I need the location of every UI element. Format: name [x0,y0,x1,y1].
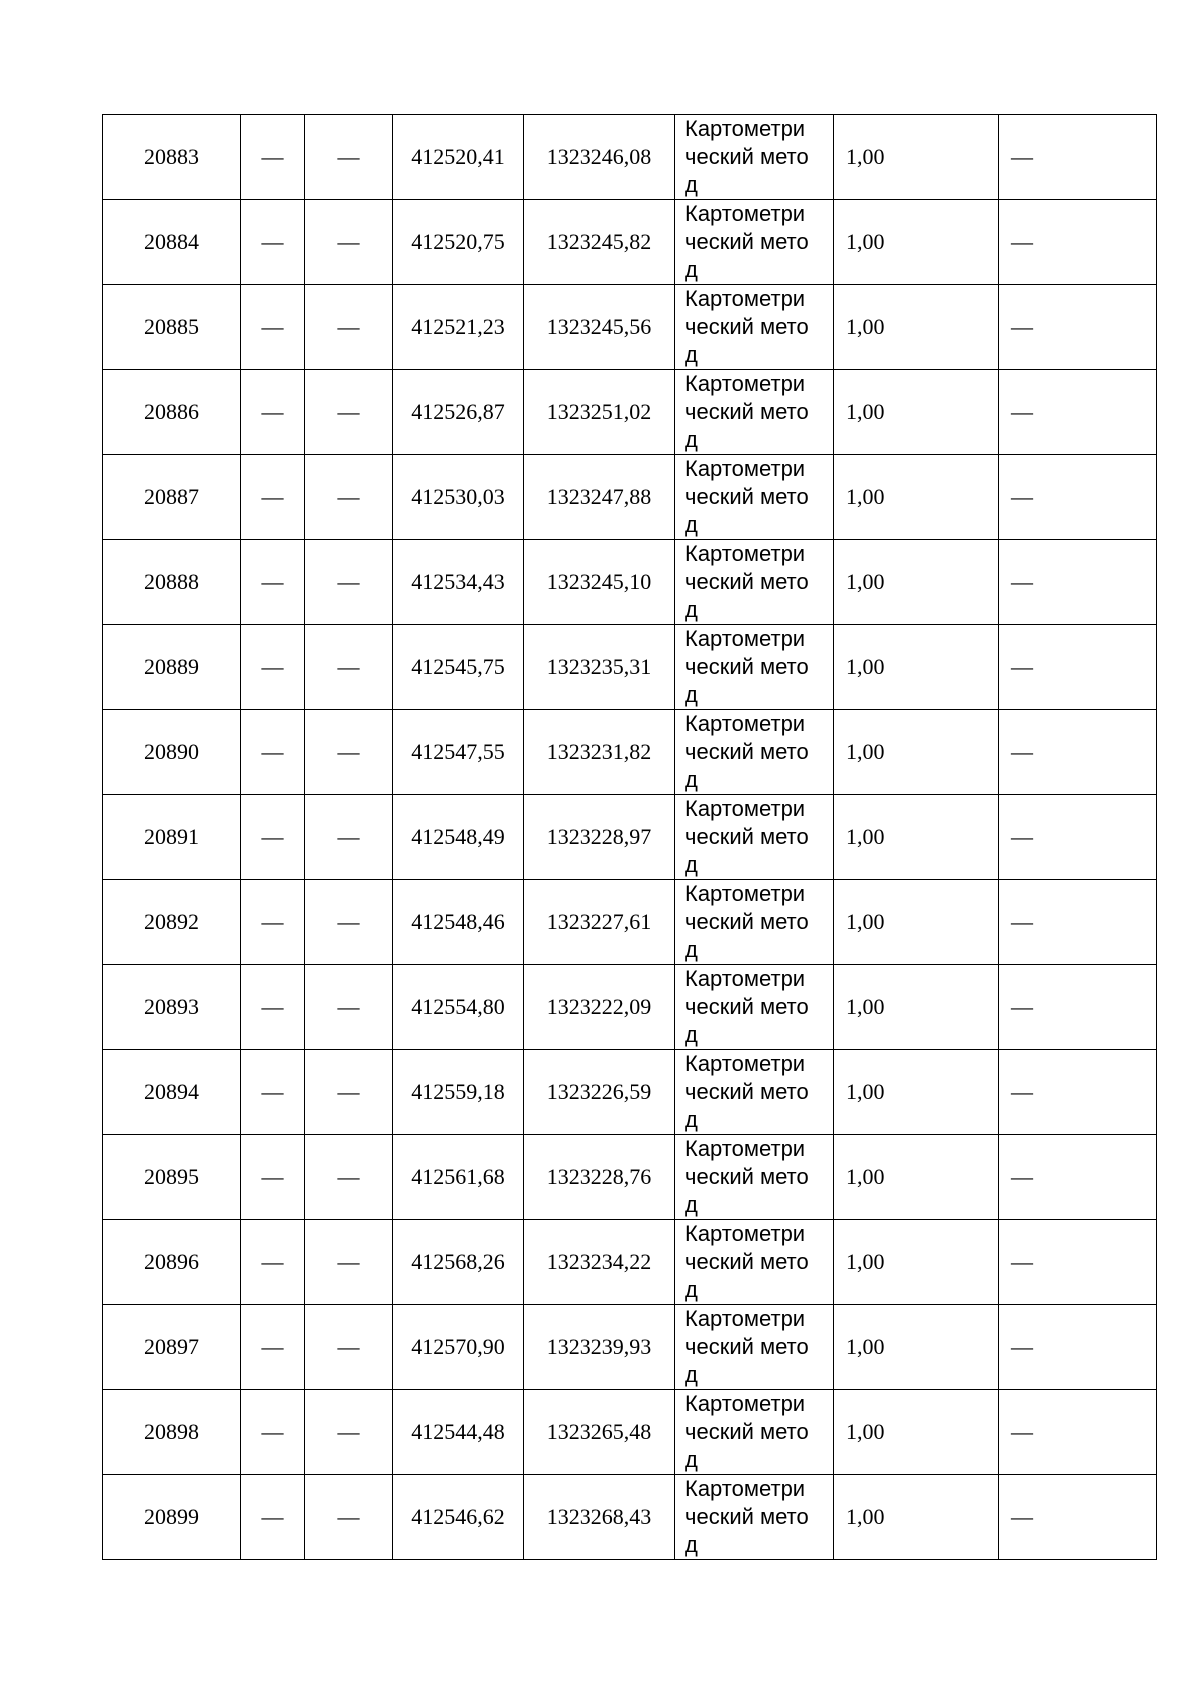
method-text: Картометрический метод [685,1391,809,1472]
point-number-cell: 20892 [103,880,241,965]
empty-dash-cell: — [241,880,305,965]
method-text: Картометрический метод [685,286,809,367]
x-coordinate-cell: 412545,75 [393,625,524,710]
x-coordinate-cell: 412546,62 [393,1475,524,1560]
method-text: Картометрический метод [685,201,809,282]
method-text: Картометрический метод [685,116,809,197]
x-coordinate-cell: 412554,80 [393,965,524,1050]
x-coordinate-cell: 412520,41 [393,115,524,200]
method-cell [675,1220,834,1305]
method-cell [675,285,834,370]
empty-dash-cell: — [999,710,1157,795]
empty-dash-cell: — [241,115,305,200]
empty-dash-cell: — [305,1390,393,1475]
empty-dash-cell: — [241,1135,305,1220]
method-cell [675,455,834,540]
point-number-cell: 20888 [103,540,241,625]
point-number-cell: 20890 [103,710,241,795]
accuracy-cell: 1,00 [834,1475,999,1560]
x-coordinate-cell: 412526,87 [393,370,524,455]
y-coordinate-cell: 1323245,10 [524,540,675,625]
coordinates-table [102,114,1157,1560]
empty-dash-cell: — [241,285,305,370]
empty-dash-cell: — [241,710,305,795]
method-text: Картометрический метод [685,1051,809,1132]
table-body [103,115,1157,1560]
x-coordinate-cell: 412544,48 [393,1390,524,1475]
table-row [103,795,1157,880]
empty-dash-cell: — [241,200,305,285]
empty-dash-cell: — [999,880,1157,965]
empty-dash-cell: — [241,1390,305,1475]
empty-dash-cell: — [999,1220,1157,1305]
y-coordinate-cell: 1323245,82 [524,200,675,285]
empty-dash-cell: — [999,1135,1157,1220]
table-row [103,455,1157,540]
point-number-cell: 20897 [103,1305,241,1390]
x-coordinate-cell: 412534,43 [393,540,524,625]
x-coordinate-cell: 412559,18 [393,1050,524,1135]
table-row [103,115,1157,200]
empty-dash-cell: — [305,1135,393,1220]
empty-dash-cell: — [999,540,1157,625]
method-text: Картометрический метод [685,881,809,962]
empty-dash-cell: — [999,625,1157,710]
method-text: Картометрический метод [685,711,809,792]
method-text: Картометрический метод [685,1476,809,1557]
empty-dash-cell: — [305,370,393,455]
method-cell [675,370,834,455]
x-coordinate-cell: 412530,03 [393,455,524,540]
accuracy-cell: 1,00 [834,1390,999,1475]
y-coordinate-cell: 1323226,59 [524,1050,675,1135]
empty-dash-cell: — [305,200,393,285]
empty-dash-cell: — [305,455,393,540]
accuracy-cell: 1,00 [834,285,999,370]
method-cell [675,1475,834,1560]
point-number-cell: 20887 [103,455,241,540]
accuracy-cell: 1,00 [834,710,999,795]
point-number-cell: 20893 [103,965,241,1050]
empty-dash-cell: — [999,285,1157,370]
y-coordinate-cell: 1323251,02 [524,370,675,455]
point-number-cell: 20891 [103,795,241,880]
accuracy-cell: 1,00 [834,200,999,285]
table-row [103,370,1157,455]
method-text: Картометрический метод [685,1306,809,1387]
accuracy-cell: 1,00 [834,1135,999,1220]
y-coordinate-cell: 1323235,31 [524,625,675,710]
empty-dash-cell: — [305,115,393,200]
point-number-cell: 20885 [103,285,241,370]
method-text: Картометрический метод [685,966,809,1047]
table-row [103,540,1157,625]
empty-dash-cell: — [305,1050,393,1135]
table-row [103,880,1157,965]
point-number-cell: 20884 [103,200,241,285]
empty-dash-cell: — [305,710,393,795]
method-cell [675,1390,834,1475]
table-row [103,1305,1157,1390]
table-row [103,1220,1157,1305]
table-row [103,200,1157,285]
y-coordinate-cell: 1323246,08 [524,115,675,200]
accuracy-cell: 1,00 [834,370,999,455]
accuracy-cell: 1,00 [834,1305,999,1390]
point-number-cell: 20895 [103,1135,241,1220]
y-coordinate-cell: 1323268,43 [524,1475,675,1560]
y-coordinate-cell: 1323239,93 [524,1305,675,1390]
method-text: Картометрический метод [685,1136,809,1217]
table-row [103,1135,1157,1220]
empty-dash-cell: — [305,795,393,880]
point-number-cell: 20886 [103,370,241,455]
table-row [103,1475,1157,1560]
method-cell [675,795,834,880]
accuracy-cell: 1,00 [834,880,999,965]
point-number-cell: 20898 [103,1390,241,1475]
table-row [103,625,1157,710]
method-cell [675,880,834,965]
empty-dash-cell: — [999,965,1157,1050]
accuracy-cell: 1,00 [834,625,999,710]
empty-dash-cell: — [999,1305,1157,1390]
empty-dash-cell: — [241,540,305,625]
accuracy-cell: 1,00 [834,795,999,880]
point-number-cell: 20896 [103,1220,241,1305]
empty-dash-cell: — [999,795,1157,880]
accuracy-cell: 1,00 [834,965,999,1050]
empty-dash-cell: — [999,370,1157,455]
table-row [103,710,1157,795]
x-coordinate-cell: 412561,68 [393,1135,524,1220]
empty-dash-cell: — [999,1475,1157,1560]
accuracy-cell: 1,00 [834,540,999,625]
x-coordinate-cell: 412568,26 [393,1220,524,1305]
y-coordinate-cell: 1323231,82 [524,710,675,795]
point-number-cell: 20894 [103,1050,241,1135]
method-cell [675,1135,834,1220]
y-coordinate-cell: 1323227,61 [524,880,675,965]
x-coordinate-cell: 412570,90 [393,1305,524,1390]
method-text: Картометрический метод [685,626,809,707]
empty-dash-cell: — [305,880,393,965]
empty-dash-cell: — [305,540,393,625]
y-coordinate-cell: 1323234,22 [524,1220,675,1305]
method-cell [675,1050,834,1135]
accuracy-cell: 1,00 [834,1050,999,1135]
y-coordinate-cell: 1323228,76 [524,1135,675,1220]
empty-dash-cell: — [999,200,1157,285]
method-cell [675,200,834,285]
empty-dash-cell: — [999,1050,1157,1135]
empty-dash-cell: — [999,1390,1157,1475]
empty-dash-cell: — [241,455,305,540]
table-row [103,285,1157,370]
method-text: Картометрический метод [685,371,809,452]
x-coordinate-cell: 412548,49 [393,795,524,880]
method-cell [675,115,834,200]
method-text: Картометрический метод [685,541,809,622]
empty-dash-cell: — [241,1305,305,1390]
empty-dash-cell: — [305,1305,393,1390]
empty-dash-cell: — [241,370,305,455]
point-number-cell: 20889 [103,625,241,710]
accuracy-cell: 1,00 [834,1220,999,1305]
empty-dash-cell: — [305,1220,393,1305]
empty-dash-cell: — [241,625,305,710]
empty-dash-cell: — [241,1050,305,1135]
empty-dash-cell: — [999,115,1157,200]
method-cell [675,1305,834,1390]
table-row [103,965,1157,1050]
empty-dash-cell: — [241,965,305,1050]
empty-dash-cell: — [241,1475,305,1560]
empty-dash-cell: — [305,1475,393,1560]
accuracy-cell: 1,00 [834,455,999,540]
empty-dash-cell: — [241,1220,305,1305]
x-coordinate-cell: 412520,75 [393,200,524,285]
empty-dash-cell: — [999,455,1157,540]
empty-dash-cell: — [305,285,393,370]
accuracy-cell: 1,00 [834,115,999,200]
x-coordinate-cell: 412548,46 [393,880,524,965]
point-number-cell: 20883 [103,115,241,200]
y-coordinate-cell: 1323265,48 [524,1390,675,1475]
empty-dash-cell: — [305,625,393,710]
y-coordinate-cell: 1323247,88 [524,455,675,540]
method-text: Картометрический метод [685,1221,809,1302]
table-row [103,1050,1157,1135]
y-coordinate-cell: 1323245,56 [524,285,675,370]
y-coordinate-cell: 1323228,97 [524,795,675,880]
y-coordinate-cell: 1323222,09 [524,965,675,1050]
empty-dash-cell: — [305,965,393,1050]
x-coordinate-cell: 412547,55 [393,710,524,795]
table-row [103,1390,1157,1475]
method-cell [675,965,834,1050]
method-cell [675,710,834,795]
method-text: Картометрический метод [685,796,809,877]
method-text: Картометрический метод [685,456,809,537]
method-cell [675,625,834,710]
point-number-cell: 20899 [103,1475,241,1560]
empty-dash-cell: — [241,795,305,880]
method-cell [675,540,834,625]
x-coordinate-cell: 412521,23 [393,285,524,370]
